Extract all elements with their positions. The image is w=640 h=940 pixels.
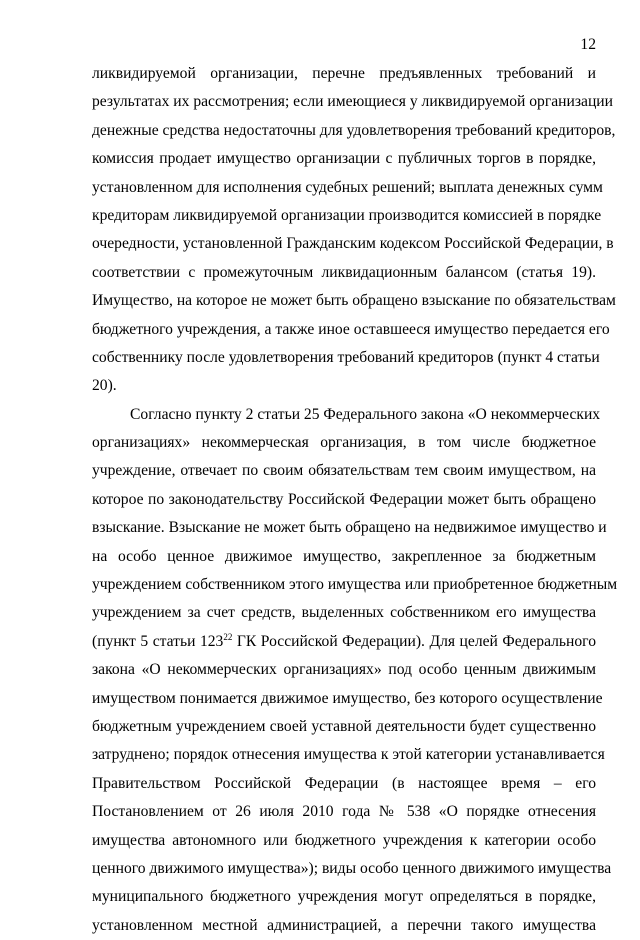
page-number: 12 [580, 36, 596, 53]
text-line: взыскание. Взыскание не может быть обращено на недвижимое имущество и [92, 519, 607, 537]
text-line: имущества автономного или бюджетного учреждения к категории особо [92, 831, 596, 849]
text-line: Правительством Российской Федерации (в настоящее время – его [92, 774, 596, 792]
text-line: соответствии с промежуточным ликвидационным балансом (статья 19). [92, 263, 596, 281]
text-line: которое по законодательству Российской Федерации может быть обращено [92, 490, 596, 508]
text-line: установленном местной администрацией, а перечни такого имущества [92, 916, 596, 934]
text-line: закона «О некоммерческих организациях» под особо ценным движимым [92, 661, 596, 679]
text-line: кредиторам ликвидируемой организации производится комиссией в порядке [92, 206, 602, 224]
text-line: на особо ценное движимое имущество, закрепленное за бюджетным [92, 547, 596, 565]
text-line-with-footnote [92, 628, 596, 656]
text-line: 20). [92, 377, 117, 395]
text-line: затруднено; порядок отнесения имущества к этой категории устанавливается [92, 746, 605, 764]
text-line: организациях» некоммерческая организация, в том числе бюджетное [92, 434, 596, 452]
text-line: очередности, установленной Гражданским кодексом Российской Федерации, в [92, 235, 614, 253]
text-segment: ГК Российской Федерации). Для целей Федерального [232, 632, 596, 650]
text-line: учреждением за счет средств, выделенных собственником его имущества [92, 604, 596, 622]
text-line: бюджетным учреждением своей уставной деятельности будет существенно [92, 717, 596, 735]
body-text [92, 60, 618, 940]
text-segment: (пункт 5 статьи 123 [92, 632, 224, 650]
text-line: ликвидируемой организации, перечне предъявленных требований и [92, 65, 596, 82]
text-line: Имущество, на которое не может быть обращено взыскание по обязательствам [92, 292, 616, 310]
text-line: установленном для исполнения судебных решений; выплата денежных сумм [92, 178, 603, 196]
text-line: бюджетного учреждения, а также иное оставшееся имущество передается его [92, 320, 610, 338]
text-line: Постановлением от 26 июля 2010 года № 538 «О порядке отнесения [92, 803, 596, 821]
text-line: ценного движимого имущества»); виды особо ценного движимого имущества [92, 859, 612, 877]
text-line: имуществом понимается движимое имущество, без которого осуществление [92, 689, 603, 707]
paragraph-recovery [92, 401, 618, 940]
paragraph-liquidation [92, 60, 616, 401]
text-line: учреждением собственником этого имущества или приобретенное бюджетным [92, 576, 618, 594]
text-line: денежные средства недостаточны для удовлетворения требований кредиторов, [92, 121, 616, 139]
text-line: учреждение, отвечает по своим обязательствам тем своим имуществом, на [92, 462, 596, 480]
text-line: собственнику после удовлетворения требований кредиторов (пункт 4 статьи [92, 348, 600, 366]
text-line: муниципального бюджетного учреждения могут определяться в порядке, [92, 888, 596, 906]
text-line: результатах их рассмотрения; если имеющиеся у ликвидируемой организации [92, 93, 613, 111]
footnote-superscript: 22 [223, 631, 233, 642]
text-line: Согласно пункту 2 статьи 25 Федерального закона «О некоммерческих [130, 405, 601, 423]
text-line: комиссия продает имущество организации с публичных торгов в порядке, [92, 150, 596, 168]
